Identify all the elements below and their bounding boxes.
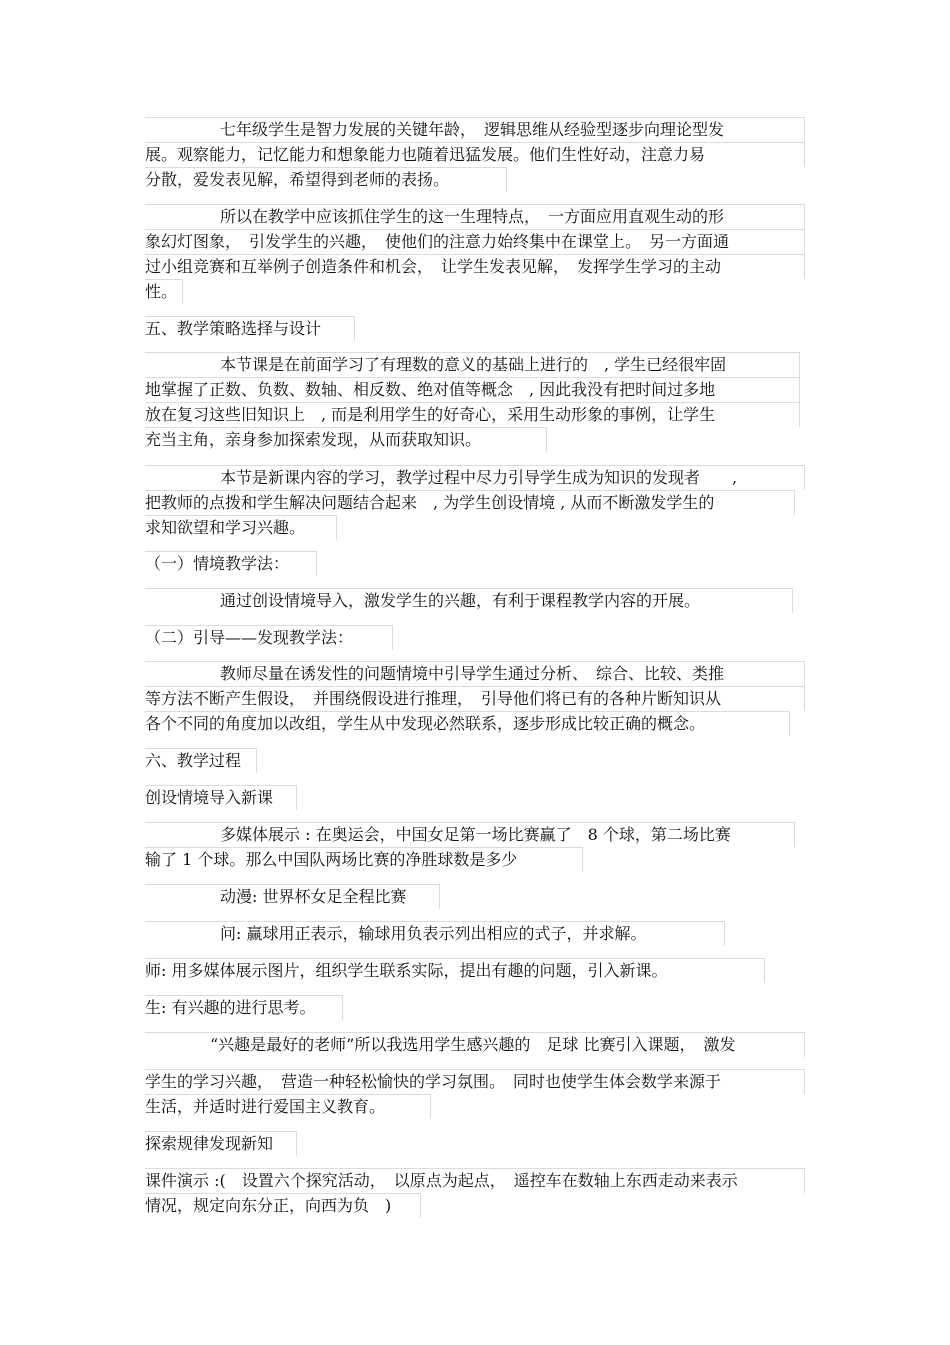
subheading-explore bbox=[145, 1131, 805, 1156]
paragraph-situational-method bbox=[145, 588, 805, 613]
text-line: 本节是新课内容的学习，教学过程中尽力引导学生成为知识的发现者 , bbox=[145, 465, 805, 490]
text-line: 过小组竞赛和互举例子创造条件和机会， 让学生发表见解， 发挥学生学习的主动 bbox=[145, 254, 805, 279]
paragraph-multimedia-display bbox=[145, 822, 805, 872]
paragraph-courseware-demo bbox=[145, 1168, 805, 1218]
text-line: 地掌握了正数、负数、数轴、相反数、绝对值等概念 , 因此我没有把时间过多地 bbox=[145, 377, 805, 402]
text-line: 课件演示 :( 设置六个探究活动， 以原点为起点， 遥控车在数轴上东西走动来表示 bbox=[145, 1168, 805, 1193]
text-line: 情况，规定向东分正，向西为负 ) bbox=[145, 1193, 805, 1218]
subheading-guided-discovery bbox=[145, 625, 805, 650]
paragraph-student-characteristics bbox=[145, 117, 805, 192]
text-line: 放在复习这些旧知识上 , 而是利用学生的好奇心，采用生动形象的事例，让学生 bbox=[145, 402, 805, 427]
paragraph-interest-quote bbox=[145, 1032, 805, 1057]
paragraph-guided-discovery bbox=[145, 661, 805, 736]
text-line: 五、教学策略选择与设计 bbox=[145, 316, 805, 341]
paragraph-teaching-approach bbox=[145, 204, 805, 304]
text-line: 生: 有兴趣的进行思考。 bbox=[145, 995, 805, 1020]
text-line: 所以在教学中应该抓住学生的这一生理特点， 一方面应用直观生动的形 bbox=[145, 204, 805, 229]
text-line: 性。 bbox=[145, 279, 805, 304]
paragraph-interest-continued bbox=[145, 1069, 805, 1119]
subheading-intro bbox=[145, 785, 805, 810]
text-line: 分散，爱发表见解，希望得到老师的表扬。 bbox=[145, 167, 805, 192]
text-line: 多媒体展示 : 在奥运会，中国女足第一场比赛赢了 8 个球，第二场比赛 bbox=[145, 822, 805, 847]
paragraph-student bbox=[145, 995, 805, 1020]
subheading-situational-method bbox=[145, 551, 805, 576]
text-line: 本节课是在前面学习了有理数的意义的基础上进行的 , 学生已经很牢固 bbox=[145, 352, 805, 377]
text-line: （一）情境教学法： bbox=[145, 551, 805, 576]
text-line: 通过创设情境导入，激发学生的兴趣，有利于课程教学内容的开展。 bbox=[145, 588, 805, 613]
paragraph-question bbox=[145, 921, 805, 946]
text-line: 问: 赢球用正表示，输球用负表示列出相应的式子，并求解。 bbox=[145, 921, 805, 946]
paragraph-animation bbox=[145, 884, 805, 909]
text-line: 等方法不断产生假设， 并围绕假设进行推理， 引导他们将已有的各种片断知识从 bbox=[145, 686, 805, 711]
text-line: （二）引导——发现教学法： bbox=[145, 625, 805, 650]
text-line: 把教师的点拨和学生解决问题结合起来 , 为学生创设情境 , 从而不断激发学生的 bbox=[145, 490, 805, 515]
text-line: 求知欲望和学习兴趣。 bbox=[145, 515, 805, 540]
text-line: 探索规律发现新知 bbox=[145, 1131, 805, 1156]
paragraph-new-lesson bbox=[145, 465, 805, 540]
text-line: 六、教学过程 bbox=[145, 748, 805, 773]
text-line: 输了 1 个球。那么中国队两场比赛的净胜球数是多少 bbox=[145, 847, 805, 872]
text-line: 学生的学习兴趣， 营造一种轻松愉快的学习氛围。 同时也使学生体会数学来源于 bbox=[145, 1069, 805, 1094]
section-heading-strategy bbox=[145, 316, 805, 341]
text-line: 生活，并适时进行爱国主义教育。 bbox=[145, 1094, 805, 1119]
section-heading-process bbox=[145, 748, 805, 773]
text-line: “兴趣是最好的老师”所以我选用学生感兴趣的 足球 比赛引入课题， 激发 bbox=[145, 1032, 805, 1057]
text-line: 教师尽量在诱发性的问题情境中引导学生通过分析、 综合、比较、类推 bbox=[145, 661, 805, 686]
paragraph-lesson-basis bbox=[145, 352, 805, 452]
text-line: 各个不同的角度加以改组，学生从中发现必然联系，逐步形成比较正确的概念。 bbox=[145, 711, 805, 736]
text-line: 象幻灯图象， 引发学生的兴趣， 使他们的注意力始终集中在课堂上。 另一方面通 bbox=[145, 229, 805, 254]
text-line: 展。观察能力，记忆能力和想象能力也随着迅猛发展。他们生性好动，注意力易 bbox=[145, 142, 805, 167]
text-line: 动漫: 世界杯女足全程比赛 bbox=[145, 884, 805, 909]
text-line: 七年级学生是智力发展的关键年龄， 逻辑思维从经验型逐步向理论型发 bbox=[145, 117, 805, 142]
text-line: 师: 用多媒体展示图片，组织学生联系实际，提出有趣的问题，引入新课。 bbox=[145, 958, 805, 983]
text-line: 充当主角，亲身参加探索发现，从而获取知识。 bbox=[145, 427, 805, 452]
paragraph-teacher bbox=[145, 958, 805, 983]
text-line: 创设情境导入新课 bbox=[145, 785, 805, 810]
